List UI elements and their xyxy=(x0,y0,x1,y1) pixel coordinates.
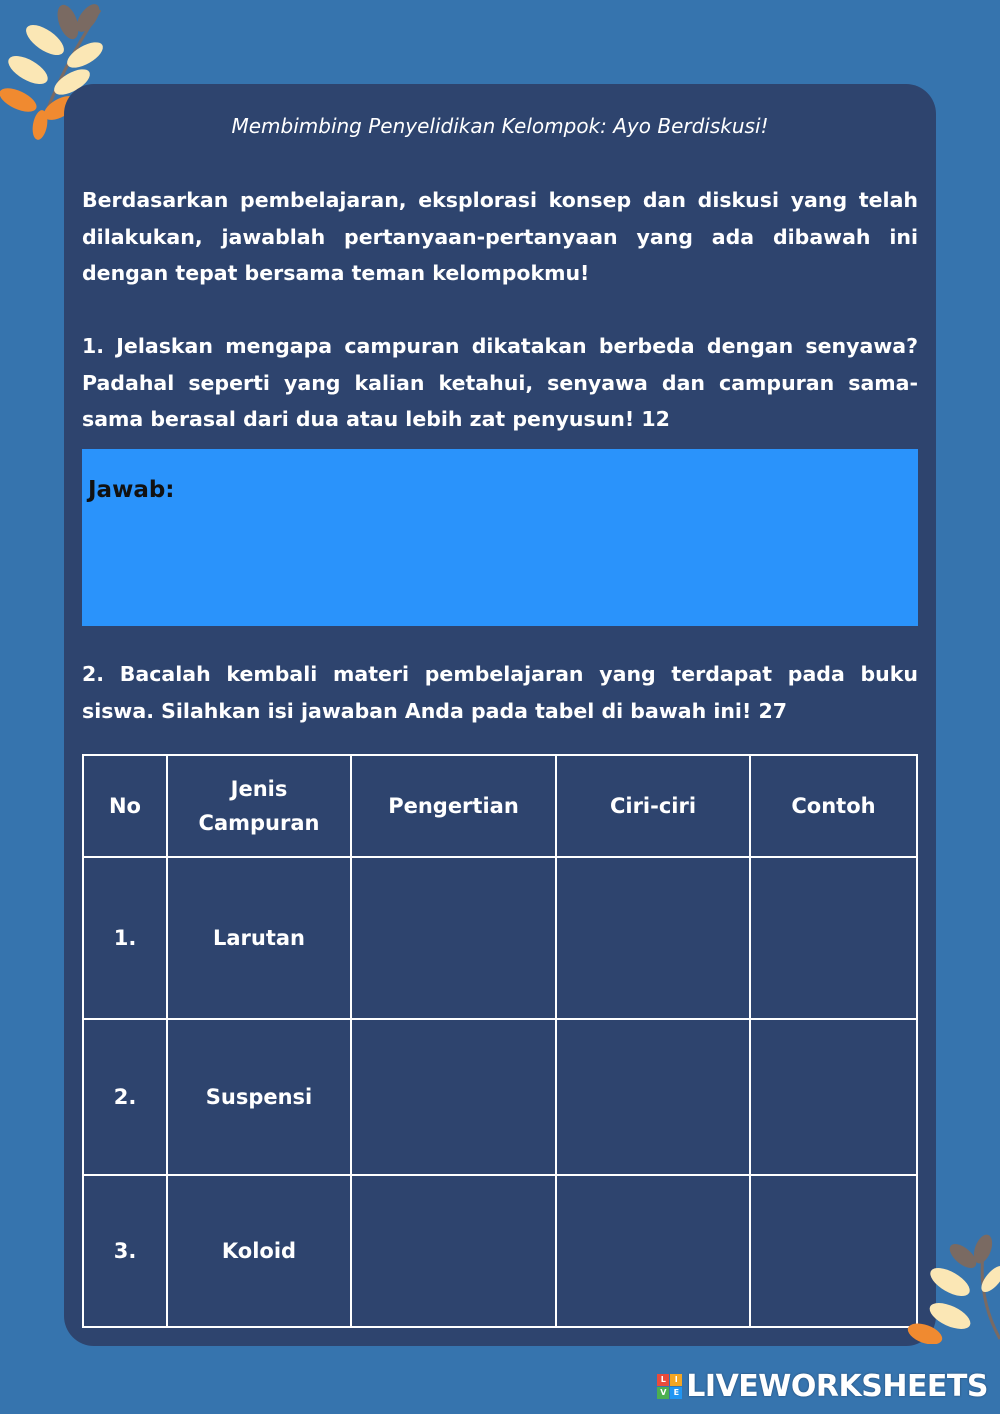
pengertian-input-cell[interactable] xyxy=(351,857,556,1019)
answer-input-box[interactable] xyxy=(82,449,918,626)
liveworksheets-logo xyxy=(657,1369,988,1404)
table-header-row xyxy=(83,755,917,857)
row-jenis: Larutan xyxy=(167,857,351,1019)
ciri-ciri-input-cell[interactable] xyxy=(556,857,750,1019)
row-number: 3. xyxy=(83,1175,167,1327)
logo-grid-icon xyxy=(657,1374,682,1399)
leaf-decoration-icon xyxy=(905,1234,1000,1344)
header-contoh: Contoh xyxy=(750,755,917,857)
ciri-ciri-input-cell[interactable] xyxy=(556,1175,750,1327)
question-2: 2. Bacalah kembali materi pembelajaran yang terdapat pada buku siswa. Silahkan isi jawaban Anda pada tabel di bawah ini! 27 xyxy=(82,662,918,723)
row-number: 1. xyxy=(83,857,167,1019)
contoh-input-cell[interactable] xyxy=(750,1019,917,1174)
row-jenis: Suspensi xyxy=(167,1019,351,1174)
header-ciri-ciri: Ciri-ciri xyxy=(556,755,750,857)
table-row xyxy=(83,1019,917,1174)
pengertian-input-cell[interactable] xyxy=(351,1019,556,1174)
brand-name: LIVEWORKSHEETS xyxy=(686,1369,988,1404)
table-row xyxy=(83,857,917,1019)
mixture-table xyxy=(82,754,918,1328)
logo-letter-e: E xyxy=(670,1387,682,1399)
question-1: 1. Jelaskan mengapa campuran dikatakan berbeda dengan senyawa? Padahal seperti yang kalian ketahui, senyawa dan campuran sama-sama berasal dari dua atau lebih zat penyusun! 12 xyxy=(82,334,918,431)
header-no: No xyxy=(83,755,167,857)
intro-text: Berdasarkan pembelajaran, eksplorasi konsep dan diskusi yang telah dilakukan, jawablah pertanyaan-pertanyaan yang ada dibawah ini dengan tepat bersama teman kelompokmu! xyxy=(82,188,918,285)
header-jenis-campuran-text: Jenis Campuran xyxy=(198,777,320,836)
contoh-input-cell[interactable] xyxy=(750,1175,917,1327)
logo-letter-l: L xyxy=(657,1374,669,1386)
row-jenis: Koloid xyxy=(167,1175,351,1327)
header-jenis-campuran xyxy=(167,755,351,857)
pengertian-input-cell[interactable] xyxy=(351,1175,556,1327)
logo-letter-v: V xyxy=(657,1387,669,1399)
ciri-ciri-input-cell[interactable] xyxy=(556,1019,750,1174)
logo-letter-i: I xyxy=(670,1374,682,1386)
page-title: Membimbing Penyelidikan Kelompok: Ayo Berdiskusi! xyxy=(231,114,769,138)
header-pengertian: Pengertian xyxy=(351,755,556,857)
row-number: 2. xyxy=(83,1019,167,1174)
answer-label: Jawab: xyxy=(88,477,175,503)
contoh-input-cell[interactable] xyxy=(750,857,917,1019)
table-row xyxy=(83,1175,917,1327)
